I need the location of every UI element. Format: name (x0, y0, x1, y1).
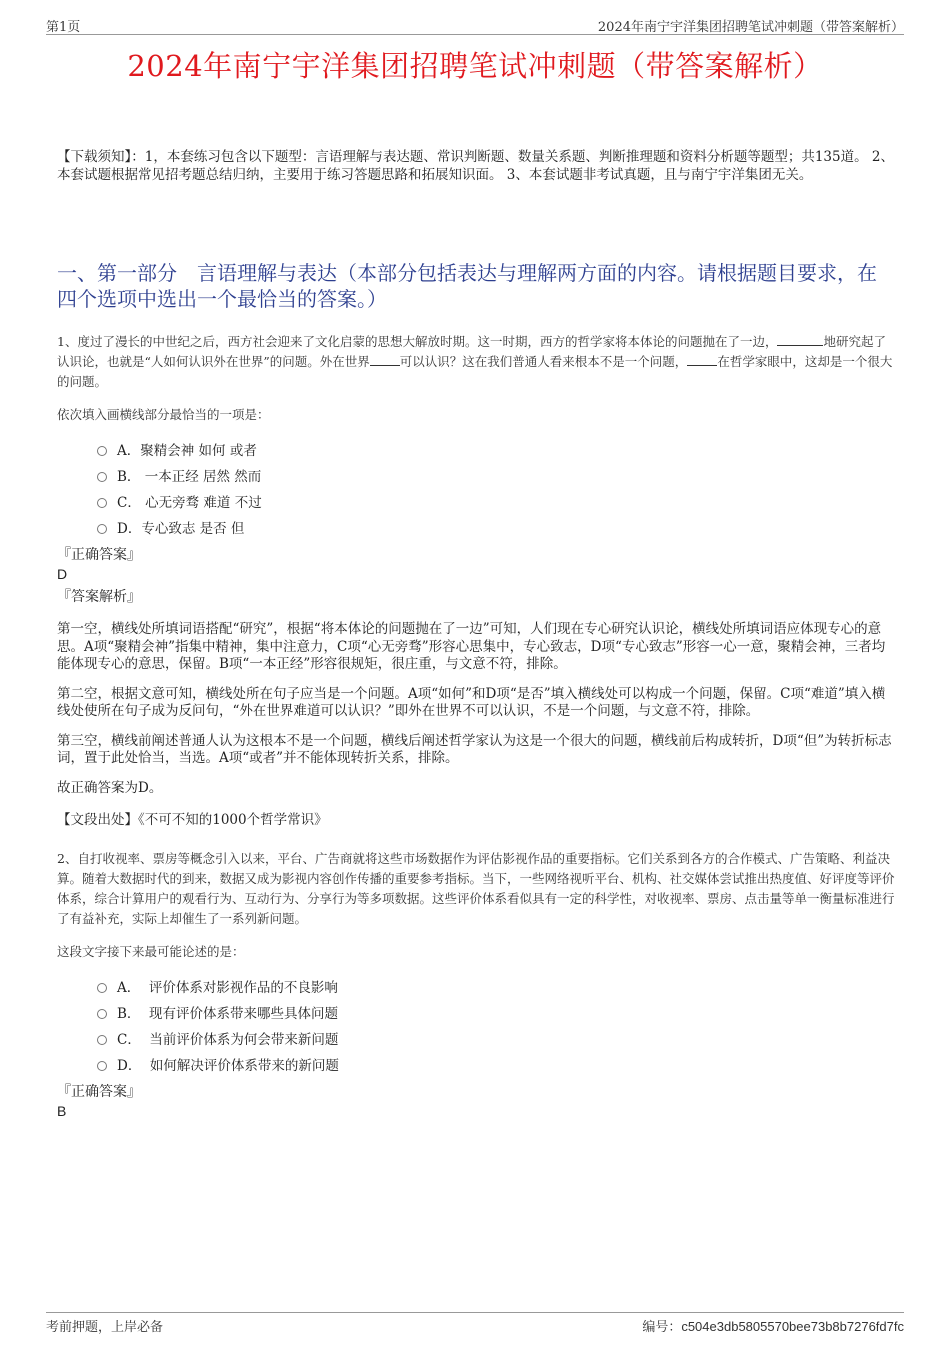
analysis-paragraph: 第二空，根据文意可知，横线处所在句子应当是一个问题。A项“如何”和D项“是否”填入横线处可以构成一个问题，保留。C项“难道”填入横线处使所在句子成为反问句，“外在世界难道可以认识？”即外在世界不可以认识，不是一个问题，与文意不符，排除。 (57, 685, 886, 719)
radio-icon[interactable] (97, 1035, 107, 1045)
radio-icon[interactable] (97, 498, 107, 508)
document-title: 2024年南宁宇洋集团招聘笔试冲刺题（带答案解析） (127, 49, 823, 83)
question-2-text: 2、自打收视率、票房等概念引入以来，平台、广告商就将这些市场数据作为评估影视作品的重要指标。它们关系到各方的合作模式、广告策略、利益决算。随着大数据时代的到来，数据又成为影视内容创作传播的重要参考指标。当下，一些网络视听平台、机构、社交媒体尝试推出热度值、好评度等评价体系，综合计算用户的观看行为、互动行为、分享行为等多项数据。这些评价体系看似具有一定的科学性，对收视率、票房、点击量等单一衡量标准进行了有益补充，实际上却催生了一系列新问题。 (57, 851, 895, 926)
question-2-prompt: 这段文字接下来最可能论述的是： (57, 944, 245, 959)
radio-icon[interactable] (97, 524, 107, 534)
option-d[interactable]: D． 如何解决评价体系带来的新问题 (97, 1053, 895, 1079)
section-title: 一、第一部分 言语理解与表达（本部分包括表达与理解两方面的内容。请根据题目要求，在四个选项中选出一个最恰当的答案。） (57, 261, 877, 311)
option-a[interactable]: A． 评价体系对影视作品的不良影响 (97, 975, 895, 1001)
radio-icon[interactable] (97, 983, 107, 993)
answer-label: 『正确答案』 (57, 1084, 141, 1100)
answer-value: D (57, 566, 68, 582)
option-b[interactable]: B． 一本正经 居然 然而 (97, 464, 895, 490)
option-c[interactable]: C． 当前评价体系为何会带来新问题 (97, 1027, 895, 1053)
document-body (57, 148, 895, 1121)
option-b[interactable]: B． 现有评价体系带来哪些具体问题 (97, 1001, 895, 1027)
footer-code-label: 编号： (642, 1320, 682, 1335)
analysis-paragraph: 第一空，横线处所填词语搭配“研究”，根据“将本体论的问题抛在了一边”可知，人们现在专心研究认识论，横线处所填词语应体现专心的意思。A项“聚精会神”指集中精神，集中注意力，C项“心无旁骛”形容心思集中，专心致志，D项“专心致志”形容一心一意，聚精会神，三者均能体现专心的意思，保留。B项“一本正经”形容很规矩，很庄重，与文意不符，排除。 (57, 621, 886, 672)
page-footer (46, 1312, 904, 1333)
radio-icon[interactable] (97, 446, 107, 456)
answer-value: B (57, 1103, 67, 1119)
passage-source: 【文段出处】《不可不知的1000个哲学常识》 (57, 812, 328, 828)
question-1-text (57, 332, 895, 392)
question-1-options (97, 438, 895, 542)
analysis-paragraph: 故正确答案为D。 (57, 779, 163, 796)
option-a[interactable]: A．聚精会神 如何 或者 (97, 438, 895, 464)
question-1-part2: 地研究起了认识论，也就是“人如何认识外在世界”的问题。外在世界 (57, 334, 886, 369)
blank-3 (687, 352, 717, 366)
option-c[interactable]: C． 心无旁骛 难道 不过 (97, 490, 895, 516)
blank-1 (777, 332, 823, 346)
radio-icon[interactable] (97, 1061, 107, 1071)
question-1-part1: 1、度过了漫长的中世纪之后，西方社会迎来了文化启蒙的思想大解放时期。这一时期，西方的哲学家将本体论的问题抛在了一边， (57, 334, 778, 349)
question-2-options (97, 975, 895, 1079)
page-header (46, 14, 904, 35)
answer-label: 『正确答案』 (57, 547, 141, 563)
footer-code (642, 1316, 904, 1335)
analysis-label: 『答案解析』 (57, 589, 141, 605)
radio-icon[interactable] (97, 472, 107, 482)
question-1-part4: 在哲学家眼中，这却是一个很大的问题。 (57, 354, 893, 389)
analysis-paragraph: 第三空，横线前阐述普通人认为这根本不是一个问题，横线后阐述哲学家认为这是一个很大的问题，横线前后构成转折，D项“但”为转折标志词，置于此处恰当，当选。A项“或者”并不能体现转折关系，排除。 (57, 732, 892, 766)
blank-2 (370, 352, 400, 366)
radio-icon[interactable] (97, 1009, 107, 1019)
question-1-part3: 可以认识？这在我们普通人看来根本不是一个问题， (399, 354, 688, 369)
question-1-prompt: 依次填入画横线部分最恰当的一项是： (57, 407, 270, 422)
download-notice: 【下载须知】：1，本套练习包含以下题型：言语理解与表达题、常识判断题、数量关系题、判断推理题和资料分析题等题型；共135道。 2、本套试题根据常见招考题总结归纳，主要用于练习答题思路和拓展知识面。 3、本套试题非考试真题，且与南宁宇洋集团无关。 (57, 149, 894, 183)
header-doc-title: 2024年南宁宇洋集团招聘笔试冲刺题（带答案解析） (597, 20, 904, 35)
footer-code-value: c504e3db5805570bee73b8b7276fd7fc (681, 1319, 904, 1334)
option-d[interactable]: D．专心致志 是否 但 (97, 516, 895, 542)
footer-slogan: 考前押题，上岸必备 (46, 1320, 164, 1335)
page-number: 第1页 (46, 20, 81, 35)
